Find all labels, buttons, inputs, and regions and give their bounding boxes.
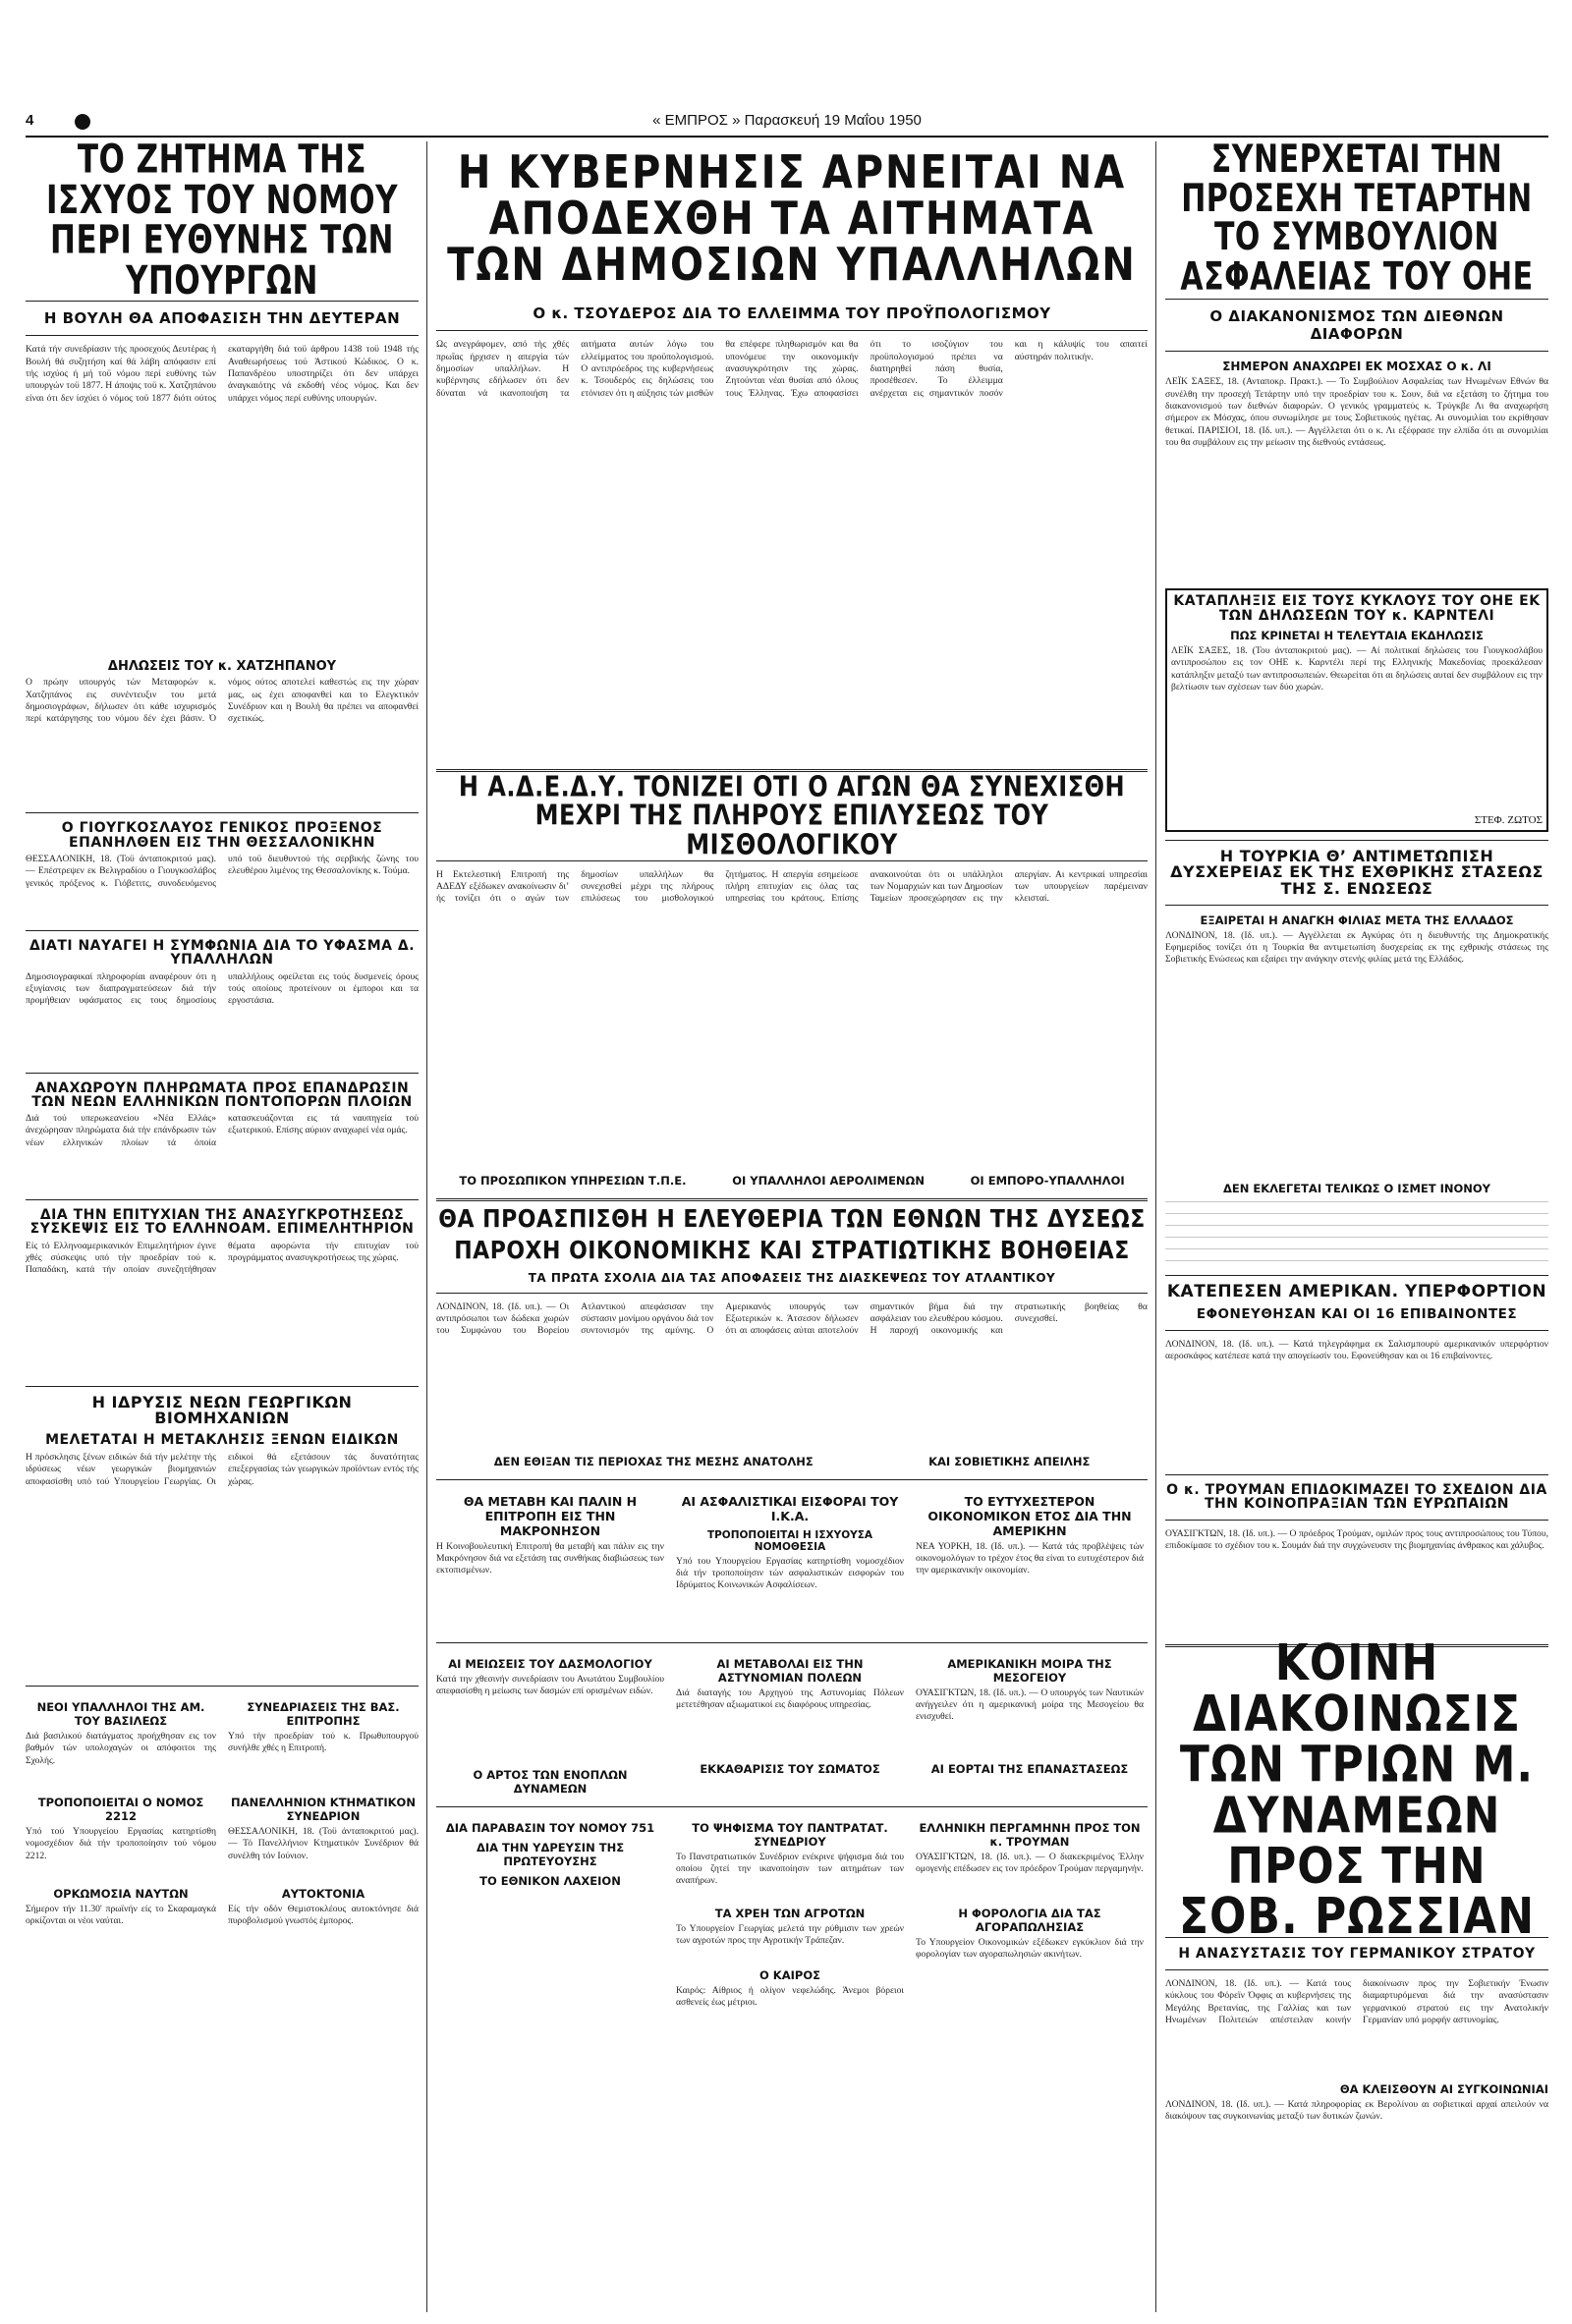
article-body: Διά διαταγής του Αρχηγού της Αστυνομίας Πόλεων μετετέθησαν αξιωματικοί εις διαφόρους υπηρεσίας.: [676, 1687, 904, 1710]
article-brief: [676, 1488, 904, 1634]
subheadline: ΟΙ ΥΠΑΛΛΗΛΟΙ ΑΕΡΟΛΙΜΕΝΩΝ: [732, 1173, 925, 1188]
subheadline: ΘΑ ΚΛΕΙΣΘΟΥΝ ΑΙ ΣΥΓΚΟΙΝΩΝΙΑΙ: [1339, 2081, 1548, 2096]
left-column: [26, 137, 419, 1999]
article-body: ΛΟΝΔΙΝΟΝ, 18. (Ιδ. υπ.). — Οι αντιπρόσωποι των δώδεκα χωρών του Συμφώνου του Βορείου Ατλαντικού απεφάσισαν την σύστασιν μονίμου οργάνου διά τον συντονισμόν της αμύνης. Ο Αμερικανός υπουργός των Εξωτερικών κ. Άτσεσον δήλωσεν ότι αι αποφάσεις αύται αποτελούν σημαντικόν βήμα διά την ασφάλειαν του ελευθέρου κόσμου. Η παροχή οικονομικής και στρατιωτικής βοηθείας θα συνεχισθεί.: [436, 1300, 1148, 1337]
subheadline: ΣΗΜΕΡΟΝ ΑΝΑΧΩΡΕΙ ΕΚ ΜΟΣΧΑΣ Ο κ. ΛΙ: [1222, 360, 1491, 374]
headline: Ο ΚΑΙΡΟΣ: [759, 1967, 820, 1982]
article-body-lines: [1165, 1198, 1548, 1267]
subheadline: Ο ΔΙΑΚΑΝΟΝΙΣΜΟΣ ΤΩΝ ΔΙΕΘΝΩΝ ΔΙΑΦΟΡΩΝ: [1209, 307, 1504, 344]
article-body: ΘΕΣΣΑΛΟΝΙΚΗ, 18. (Τοϋ άνταποκριτού μας). — Επέστρεψεν εκ Βελιγραδίου ο Γιουγκοσλάβος γενικός πρόξενος κ. Γιόβετιτς, συνοδευόμενος υπό τοϋ διευθυντού τής σερβικής ζώνης του ελευθέρου λιμένος της Θεσσαλονίκης κ. Τούμα.: [26, 853, 419, 889]
headline: ΑΙ ΜΕΤΑΒΟΛΑΙ ΕΙΣ ΤΗΝ ΑΣΤΥΝΟΜΙΑΝ ΠΟΛΕΩΝ: [716, 1656, 864, 1685]
article-adedy: [436, 770, 1148, 1190]
article-factories: [26, 1392, 419, 1679]
article-body: Ο πρώην υπουργός τών Μεταφορών κ. Χατζηπάνος εις συνέντευξιν του μετά δημοσιογράφων, δήλωσεν ότι κάθε ισχυρισμός περί κατάργησης του νόμου δέν έχει βάσιν. Ό νόμος ούτος αποτελεί καθεστώς εις την χώραν μας, ως έχει αποφανθεί και το Ελεγκτικόν Συνέδριον και η Βουλή θα πρέπει να αποφανθεί σχετικώς.: [26, 677, 419, 725]
headline: ΤΟ ΕΘΝΙΚΟΝ ΛΑΧΕΙΟΝ: [479, 1873, 621, 1888]
center-column: [436, 145, 1148, 2015]
headline: ΑΥΤΟΚΤΟΝΙΑ: [281, 1887, 365, 1902]
headline: ΣΥΝΕΔΡΙΑΣΕΙΣ ΤΗΣ ΒΑΣ. ΕΠΙΤΡΟΠΗΣ: [247, 1700, 400, 1729]
headline: ΠΑΝΕΛΛΗΝΙΟΝ ΚΤΗΜΑΤΙΚΟΝ ΣΥΝΕΔΡΙΟΝ: [231, 1796, 416, 1824]
brief-row: [436, 1815, 1148, 2015]
article-body: Το Υπουργείον Οικονομικών εξέδωκεν εγκύκλιον διά την φορολογίαν των αγοραπωλησιών ακινήτων.: [916, 1936, 1144, 1960]
atlantic-subheads: [436, 1449, 1148, 1471]
headline: Η ΤΟΥΡΚΙΑ Θ’ ΑΝΤΙΜΕΤΩΠΙΣΗ ΔΥΣΧΕΡΕΙΑΣ ΕΚ ΤΗΣ ΕΧΘΡΙΚΗΣ ΣΤΑΣΕΩΣ ΤΗΣ Σ. ΕΝΩΣΕΩΣ: [1170, 846, 1544, 898]
article-body: Η Εκτελεστική Επιτροπή της ΑΔΕΔΥ εξέδωκεν ανακοίνωσιν δι’ ής τονίζει ότι ο αγών των δημοσίων υπαλλήλων θα συνεχισθεί μέχρι της πλήρους επιλύσεως του μισθολογικού ζητήματος. Η απεργία εσημείωσε πλήρη επιτυχίαν εις όλας τας υπηρεσίας του κράτους. Επίσης ανακοινούται ότι οι υπάλληλοι των Νομαρχιών και των Δημοσίων Ταμείων προσεχώρησαν εις την απεργίαν. Αι κεντρικαί υπηρεσίαι των υπουργείων παρέμειναν κλεισταί.: [436, 868, 1148, 905]
headline: ΑΙ ΜΕΙΩΣΕΙΣ ΤΟΥ ΔΑΣΜΟΛΟΓΙΟΥ: [448, 1656, 652, 1671]
article-body: Το Υπουργείον Γεωργίας μελετά την ρύθμισιν των χρεών των αγροτών προς την Αγροτικήν Τράπεζαν.: [676, 1922, 904, 1946]
article-body: Είς τήν οδόν Θεμιστοκλέους αυτοκτόνησε διά πυροβολισμού γνωστός έμπορος.: [228, 1904, 419, 1927]
article-body: Είς τό Ελληνοαμερικανικόν Επιμελητήριον έγινε χθές σύσκεψις υπό τήν προεδρίαν τού κ. Παπαδάκη, κατά τήν οποίαν συνεζητήθησαν θέματα αφορώντα τήν επιτυχίαν τού προγράμματος ανασυγκροτήσεως της χώρας.: [26, 1240, 419, 1276]
brief-row: [26, 1881, 419, 1999]
article-fabric: [26, 939, 419, 1065]
article-plane-crash: [1165, 1281, 1548, 1466]
newspaper-page: [26, 0, 1548, 2324]
headline: Η ΦΟΡΟΛΟΓΙΑ ΔΙΑ ΤΑΣ ΑΓΟΡΑΠΩΛΗΣΙΑΣ: [958, 1906, 1101, 1934]
article-brief: [228, 1881, 419, 1999]
article-body: ΟΥΑΣΙΓΚΤΩΝ, 18. (Ιδ. υπ.). — Ο διακεκριμένος Έλλην ομογενής επέδωσεν εις τον πρόεδρον Τρούμαν περγαμηνήν.: [916, 1851, 1144, 1874]
headline: ΤΡΟΠΟΠΟΙΕΙΤΑΙ Ο ΝΟΜΟΣ 2212: [37, 1796, 204, 1824]
article-body: Η πρόσκλησις ξένων ειδικών διά τήν μελέτην τής ιδρύσεως νέων γεωργικών βιομηχανιών αποφασίσθη υπό τού Υπουργείου Γεωργίας. Οι ειδικοί θά εξετάσουν τάς δυνατότητας επεξεργασίας τών γεωργικών προϊόντων εντός τής χώρας.: [26, 1452, 419, 1487]
headline: ΔΙΑ ΤΗΝ ΕΠΙΤΥΧΙΑΝ ΤΗΣ ΑΝΑΣΥΓΚΡΟΤΗΣΕΩΣ ΣΥΣΚΕΨΙΣ ΕΙΣ ΤΟ ΕΛΛΗΝΟΑΜ. ΕΠΙΜΕΛΗΤΗΡΙΟΝ: [29, 1207, 415, 1238]
article-security-council: [1165, 137, 1548, 582]
article-brief: [26, 1881, 216, 1999]
subheadline: Η ΑΝΑΣΥΣΤΑΣΙΣ ΤΟΥ ΓΕΡΜΑΝΙΚΟΥ ΣΤΡΑΤΟΥ: [1178, 1945, 1536, 1962]
article-brief: [916, 1651, 1144, 1798]
article-body: Διά τού υπερωκεανείου «Νέα Ελλάς» άνεχώρησαν πληρώματα διά τήν επάνδρωσιν τών νέων ελληνικών πλοίων τά όποία κατασκευάζονται εις τά ναυπηγεία τού εξωτερικού. Επίσης αύριον αναχωρεί νέα ομάς.: [26, 1113, 419, 1148]
headline: ΑΜΕΡΙΚΑΝΙΚΗ ΜΟΙΡΑ ΤΗΣ ΜΕΣΟΓΕΙΟΥ: [947, 1656, 1112, 1685]
subheadline: Ο κ. ΤΣΟΥΔΕΡΟΣ ΔΙΑ ΤΟ ΕΛΛΕΙΜΜΑ ΤΟΥ ΠΡΟΫΠΟΛΟΓΙΣΜΟΥ: [533, 304, 1051, 323]
headline: ΣΥΝΕΡΧΕΤΑΙ ΤΗΝ ΠΡΟΣΕΧΗ ΤΕΤΑΡΤΗΝ ΤΟ ΣΥΜΒΟΥΛΙΟΝ ΑΣΦΑΛΕΙΑΣ ΤΟΥ ΟΗΕ: [1180, 137, 1534, 300]
subheadline: ΟΙ ΕΜΠΟΡΟ-ΥΠΑΛΛΗΛΟΙ: [970, 1173, 1125, 1188]
adedy-subheads: [436, 1168, 1148, 1190]
article-body: Υπό τού Υπουργείου Εργασίας κατηρτίσθη νομοσχέδιον διά τήν τροποποίησιν τού νόμου 2212.: [26, 1826, 216, 1861]
article-body: Σήμερον τήν 11.30' πρωϊνήν είς το Σκαραμαγκά ορκίζονται οι νέοι ναύται.: [26, 1904, 216, 1927]
article-body: ΛΟΝΔΙΝΟΝ, 18. (Ιδ. υπ.). — Κατά τηλεγράφημα εκ Σαλισμπουρύ αμερικανικόν υπερφόρτιον αεροσκάφος κατέπεσε κατά την απογείωσίν του. Εφονεύθησαν και οι 16 επιβαίνοντες.: [1165, 1339, 1548, 1362]
subheadline: ΠΩΣ ΚΡΙΝΕΤΑΙ Η ΤΕΛΕΥΤΑΙΑ ΕΚΔΗΛΩΣΙΣ: [1230, 628, 1484, 642]
headline: ΚΟΙΝΗ ΔΙΑΚΟΙΝΩΣΙΣ ΤΩΝ ΤΡΙΩΝ Μ. ΔΥΝΑΜΕΩΝ ΠΡΟΣ ΤΗΝ ΣΟΒ. ΡΩΣΣΙΑΝ: [1178, 1633, 1536, 1946]
article-body: ΘΕΣΣΑΛΟΝΙΚΗ, 18. (Τοϋ άνταποκριτού μας). — Τό Πανελλήνιον Κτηματικόν Συνέδριον θά συνέλθη τόν Ιούνιον.: [228, 1826, 419, 1861]
article-brief: [676, 1651, 904, 1798]
brief-row: [26, 1694, 419, 1881]
article-brief: [26, 1694, 216, 1881]
article-body: ΝΕΑ ΥΟΡΚΗ, 18. (Ιδ. υπ.). — Κατά τάς προβλέψεις τών οικονομολόγων το τρέχον έτος θα είναι το ευτυχέστερον διά την αμερικανικήν οικονομίαν.: [916, 1540, 1144, 1577]
headline: ΔΙΑ ΤΗΝ ΥΔΡΕΥΣΙΝ ΤΗΣ ΠΡΩΤΕΥΟΥΣΗΣ: [476, 1840, 625, 1868]
article-body: Το Πανστρατιωτικόν Συνέδριον ενέκρινε ψήφισμα διά του οποίου ζητεί την ικανοποίησιν των αιτημάτων των αναπήρων.: [676, 1851, 904, 1887]
article-body: ΛΟΝΔΙΝΟΝ, 18. (Ιδ. υπ.). — Αγγέλλεται εκ Αγκύρας ότι η διευθυντής της Δημοκρατικής Εφημερίδος τονίζει ότι η Τουρκία θα αντιμετωπίση δυσχερείας εκ της εχθρικής στάσεως της Σοβιετικής Ενώσεως και εξαίρει την ανάγκην στενής φιλίας μετά της Ελλάδος.: [1165, 929, 1548, 966]
article-kardelj: [1165, 588, 1548, 832]
headline: ΚΑΤΕΠΕΣΕΝ ΑΜΕΡΙΚΑΝ. ΥΠΕΡΦΟΡΤΙΟΝ: [1166, 1281, 1547, 1301]
subheadline: ΔΕΝ ΕΘΙΞΑΝ ΤΙΣ ΠΕΡΙΟΧΑΣ ΤΗΣ ΜΕΣΗΣ ΑΝΑΤΟΛΗΣ: [493, 1454, 814, 1468]
subheadline: Η ΒΟΥΛΗ ΘΑ ΑΠΟΦΑΣΙΣΗ ΤΗΝ ΔΕΥΤΕΡΑΝ: [43, 309, 401, 328]
article-body: ΛΕΪΚ ΣΑΞΕΣ, 18. (Του άνταποκριτού μας). — Αί πολιτικαί δηλώσεις του Γιουγκοσλάβου αντιπροσώπου εις τον ΟΗΕ κ. Καρντέλι περί της Ελληνικής Μακεδονίας προεκάλεσαν κατάπληξιν μεταξύ των αντιπροσωπειών. Θεωρείται ότι αι δηλώσεις αυταί δεν συμβάλουν εις την βελτίωσιν των σχέσεων των δύο χωρών.: [1171, 644, 1543, 692]
headline: Ο κ. ΤΡΟΥΜΑΝ ΕΠΙΔΟΚΙΜΑΖΕΙ ΤΟ ΣΧΕΔΙΟΝ ΔΙΑ ΤΗΝ ΚΟΙΝΟΠΡΑΞΙΑΝ ΤΩΝ ΕΥΡΩΠΑΙΩΝ: [1166, 1482, 1547, 1513]
article-brief: [436, 1815, 664, 2015]
headline: ΟΡΚΩΜΟΣΙΑ ΝΑΥΤΩΝ: [53, 1887, 189, 1902]
column-divider: [1155, 141, 1156, 2312]
article-turkey: [1165, 846, 1548, 1267]
brief-row: [436, 1488, 1148, 1634]
right-column: [1165, 137, 1548, 2158]
headline: Η Α.Δ.Ε.Δ.Υ. ΤΟΝΙΖΕΙ ΟΤΙ Ο ΑΓΩΝ ΘΑ ΣΥΝΕΧΙΣΘΗ ΜΕΧΡΙ ΤΗΣ ΠΛΗΡΟΥΣ ΕΠΙΛΥΣΕΩΣ ΤΟΥ ΜΙΣΘΟΛΟΓΙΚΟΥ: [458, 770, 1126, 861]
article-brief: [916, 1488, 1144, 1634]
article-body: Διά βασιλικού διατάγματος προήχθησαν εις τον βαθμόν τών υπολοχαγών οι απόφοιτοι της Σχολής.: [26, 1731, 216, 1766]
headline: Η ΚΥΒΕΡΝΗΣΙΣ ΑΡΝΕΙΤΑΙ ΝΑ ΑΠΟΔΕΧΘΗ ΤΑ ΑΙΤΗΜΑΤΑ ΤΩΝ ΔΗΜΟΣΙΩΝ ΥΠΑΛΛΗΛΩΝ: [447, 146, 1137, 292]
headline: ΕΚΚΑΘΑΡΙΣΙΣ ΤΟΥ ΣΩΜΑΤΟΣ: [700, 1761, 880, 1776]
subheadline: ΤΑ ΠΡΩΤΑ ΣΧΟΛΙΑ ΔΙΑ ΤΑΣ ΑΠΟΦΑΣΕΙΣ ΤΗΣ ΔΙΑΣΚΕΨΕΩΣ ΤΟΥ ΑΤΛΑΝΤΙΚΟΥ: [528, 1270, 1056, 1285]
headline: ΤΟ ΨΗΦΙΣΜΑ ΤΟΥ ΠΑΝΤΡΑΤΑΤ. ΣΥΝΕΔΡΙΟΥ: [692, 1820, 888, 1849]
article-brief: [916, 1815, 1144, 2015]
subheadline: ΤΡΟΠΟΠΟΙΕΙΤΑΙ Η ΙΣΧΥΟΥΣΑ ΝΟΜΟΘΕΣΙΑ: [706, 1528, 873, 1553]
article-body: Υπό τήν προεδρίαν τού κ. Πρωθυπουργού συνήλθε χθές η Επιτροπή.: [228, 1731, 419, 1754]
article-truman: [1165, 1483, 1548, 1636]
page-number: 4: [26, 112, 34, 129]
headline: ΘΑ ΠΡΟΑΣΠΙΣΘΗ Η ΕΛΕΥΘΕΡΙΑ ΤΩΝ ΕΘΝΩΝ ΤΗΣ ΔΥΣΕΩΣ: [438, 1204, 1146, 1234]
headline: Ο ΓΙΟΥΓΚΟΣΛΑΥΟΣ ΓΕΝΙΚΟΣ ΠΡΟΞΕΝΟΣ ΕΠΑΝΗΛΘΕΝ ΕΙΣ ΤΗΝ ΘΕΣΣΑΛΟΝΙΚΗΝ: [61, 820, 383, 851]
headline: ΘΑ ΜΕΤΑΒΗ ΚΑΙ ΠΑΛΙΝ Η ΕΠΙΤΡΟΠΗ ΕΙΣ ΤΗΝ ΜΑΚΡΟΝΗΣΟΝ: [463, 1493, 638, 1538]
subheadline: ΜΕΛΕΤΑΤΑΙ Η ΜΕΤΑΚΛΗΣΙΣ ΞΕΝΩΝ ΕΙΔΙΚΩΝ: [45, 1432, 399, 1449]
article-body: ΟΥΑΣΙΓΚΤΩΝ, 18. (Ιδ. υπ.). — Ο υπουργός των Ναυτικών ανήγγειλεν ότι η αμερικανική μοίρα της Μεσογείου θα ενισχυθεί.: [916, 1687, 1144, 1723]
article-body: Κατά τήν συνεδρίασιν τής προσεχούς Δευτέρας ή Βουλή θά συζητήση καί θά λάβη απόφασιν επί τής ισχύος ή μή τοϋ νόμου περί ευθύνης τών υπουργών τοϋ 1877. Η άποψις τοϋ κ. Χατζηπάνου είναι ότι δεν ίσχύει ό νόμος τοϋ 1877 διότι ούτος εκαταργήθη διά τοϋ άρθρου 1438 τοϋ 1948 τής Αναθεωρήσεως τού Άστικού Κώδικος. Ο κ. Παπανδρέου υποστηρίζει ότι δεν υπάρχει άναγκαιότης νά εκδοθή νέος νόμος. Και δεν υπάρχει νόμος περί ευθύνης υπουργών.: [26, 344, 419, 404]
article-body: Υπό του Υπουργείου Εργασίας κατηρτίσθη νομοσχέδιον διά τήν τροποποίησιν τών ασφαλιστικών εισφορών του Ιδρύματος Κοινωνικών Ασφαλίσεων.: [676, 1555, 904, 1591]
article-law-ministers: [26, 137, 419, 653]
headline: ΤΟ ΕΥΤΥΧΕΣΤΕΡΟΝ ΟΙΚΟΝΟΜΙΚΟΝ ΕΤΟΣ ΔΙΑ ΤΗΝ ΑΜΕΡΙΚΗΝ: [927, 1493, 1132, 1538]
article-body: ΟΥΑΣΙΓΚΤΩΝ, 18. (Ιδ. υπ.). — Ο πρόεδρος Τρούμαν, ομιλών προς τους αντιπροσώπους του Τύπου, επιδοκίμασε το σχέδιον του κ. Σουμάν διά την συγχώνευσιν της βιομηχανίας άνθρακος και χάλυβος.: [1165, 1527, 1548, 1551]
masthead: « ΕΜΠΡΟΣ » Παρασκευή 19 Μαΐου 1950: [652, 112, 922, 129]
article-consul: [26, 821, 419, 922]
headline: ΝΕΟΙ ΥΠΑΛΛΗΛΟΙ ΤΗΣ ΑΜ. ΤΟΥ ΒΑΣΙΛΕΩΣ: [36, 1700, 205, 1729]
article-body: Καιρός: Αίθριος ή ολίγον νεφελώδης. Άνεμοι βόρειοι ασθενείς έως μέτριοι.: [676, 1984, 904, 2008]
brief-row: [436, 1651, 1148, 1798]
byline: ΣΤΕΦ. ΖΩΤΟΣ: [1474, 813, 1543, 826]
article-body: Κατά την χθεσινήν συνεδρίασιν του Ανωτάτου Συμβουλίου απεφασίσθη η μείωσις των δασμών επί ορισμένων ειδών.: [436, 1673, 664, 1696]
headline: ΕΛΛΗΝΙΚΗ ΠΕΡΓΑΜΗΝΗ ΠΡΟΣ ΤΟΝ κ. ΤΡΟΥΜΑΝ: [919, 1820, 1141, 1849]
headline: ΚΑΤΑΠΛΗΞΙΣ ΕΙΣ ΤΟΥΣ ΚΥΚΛΟΥΣ ΤΟΥ ΟΗΕ ΕΚ ΤΩΝ ΔΗΛΩΣΕΩΝ ΤΟΥ κ. ΚΑΡΝΤΕΛΙ: [1173, 593, 1541, 624]
article-body: Ως ανεγράφομεν, από τής χθές πρωΐας ήρχισεν η απεργία τών δημοσίων υπαλλήλων. Η κυβέρνησις εδήλωσεν ότι δεν δύναται νά ικανοποιήση τα αιτήματα αυτών λόγω του ελλείμματος του προϋπολογισμού. Ο αντιπρόεδρος της κυβερνήσεως κ. Τσουδερός εις δηλώσεις του ετόνισεν ότι η αύξησις τών μισθών θα επέφερε πληθωρισμόν και θα υπονόμευε την οικονομικήν ανασυγκρότησιν της χώρας. Ζητούνται νέαι θυσίαι από όλους τους Έλληνας. Έχω αποφασίσει ότι το ισοζύγιον του προϋπολογισμού πρέπει να διατηρηθεί πάση θυσία, προσέθεσεν. Το έλλειμμα ανέρχεται εις σημαντικόν ποσόν και η κάλυψίς του απαιτεί αύστηράν πολιτικήν.: [436, 339, 1148, 399]
column-divider: [426, 141, 427, 2312]
headline: ΔΙΑ ΠΑΡΑΒΑΣΙΝ ΤΟΥ ΝΟΜΟΥ 751: [445, 1820, 655, 1835]
headline: ΑΝΑΧΩΡΟΥΝ ΠΛΗΡΩΜΑΤΑ ΠΡΟΣ ΕΠΑΝΔΡΩΣΙΝ ΤΩΝ ΝΕΩΝ ΕΛΛΗΝΙΚΩΝ ΠΟΝΤΟΠΟΡΩΝ ΠΛΟΙΩΝ: [31, 1079, 413, 1110]
article-brief: [228, 1694, 419, 1881]
article-three-powers: [1165, 1633, 1548, 2158]
article-civil-servants: [436, 146, 1148, 761]
article-ship-crews: [26, 1081, 419, 1192]
subheadline: ΚΑΙ ΣΟΒΙΕΤΙΚΗΣ ΑΠΕΙΛΗΣ: [928, 1454, 1091, 1468]
article-atlantic: [436, 1204, 1148, 1471]
headline: ΔΙΑΤΙ ΝΑΥΑΓΕΙ Η ΣΥΜΦΩΝΙΑ ΔΙΑ ΤΟ ΥΦΑΣΜΑ Δ. ΥΠΑΛΛΗΛΩΝ: [28, 937, 416, 968]
article-body: ΛΟΝΔΙΝΟΝ, 18. (Ιδ. υπ.). — Κατά πληροφορίας εκ Βερολίνου αι σοβιετικαί αρχαί απειλούν να διακόψουν τας συγκοινωνίας μεταξύ των δυτικών ζωνών.: [1165, 2098, 1548, 2123]
subheadline: ΕΞΑΙΡΕΤΑΙ Η ΑΝΑΓΚΗ ΦΙΛΙΑΣ ΜΕΤΑ ΤΗΣ ΕΛΛΑΔΟΣ: [1200, 913, 1514, 927]
headline: ΠΑΡΟΧΗ ΟΙΚΟΝΟΜΙΚΗΣ ΚΑΙ ΣΤΡΑΤΙΩΤΙΚΗΣ ΒΟΗΘΕΙΑΣ: [454, 1237, 1130, 1266]
headline: ΑΙ ΑΣΦΑΛΙΣΤΙΚΑΙ ΕΙΣΦΟΡΑΙ ΤΟΥ Ι.Κ.Α.: [681, 1493, 899, 1523]
headline: ΑΙ ΕΟΡΤΑΙ ΤΗΣ ΕΠΑΝΑΣΤΑΣΕΩΣ: [930, 1761, 1129, 1776]
article-body: Η Κοινοβουλευτική Επιτροπή θα μεταβή και πάλιν εις την Μακρόνησον διά να εξετάση τας συνθήκας διαβιώσεως των εκτοπισμένων.: [436, 1540, 664, 1577]
subheadline: ΤΟ ΠΡΟΣΩΠΙΚΟΝ ΥΠΗΡΕΣΙΩΝ Τ.Π.Ε.: [459, 1173, 687, 1188]
article-declarations: [26, 659, 419, 804]
article-chamber: [26, 1208, 419, 1378]
article-body: ΛΟΝΔΙΝΟΝ, 18. (Ιδ. υπ.). — Κατά τους κύκλους του Φόρεϊν Όφφις αι κυβερνήσεις της Μεγάλης Βρετανίας, της Γαλλίας και των Ηνωμένων Πολιτειών απέστειλαν κοινήν διακοίνωσιν προς την Σοβιετικήν Ένωσιν διαμαρτυρόμεναι διά την ανασύστασιν γερμανικού στρατού εις την Ανατολικήν Γερμανίαν υπό μορφήν αστυνομίας.: [1165, 1977, 1548, 2025]
subheadline: ΕΦΟΝΕΥΘΗΣΑΝ ΚΑΙ ΟΙ 16 ΕΠΙΒΑΙΝΟΝΤΕΣ: [1196, 1306, 1518, 1323]
subheadline: ΔΕΝ ΕΚΛΕΓΕΤΑΙ ΤΕΛΙΚΩΣ Ο ΙΣΜΕΤ ΙΝΟΝΟΥ: [1222, 1181, 1490, 1195]
headline: ΤΟ ΖΗΤΗΜΑ ΤΗΣ ΙΣΧΥΟΣ ΤΟΥ ΝΟΜΟΥ ΠΕΡΙ ΕΥΘΥΝΗΣ ΤΩΝ ΥΠΟΥΡΓΩΝ: [45, 137, 399, 304]
article-body: ΛΕΪΚ ΣΑΞΕΣ, 18. (Ανταποκρ. Πρακτ.). — Το Συμβούλιον Ασφαλείας των Ηνωμένων Εθνών θα συνέλθη την προσεχή Τετάρτην υπό την προεδρίαν του κ. Σουν, διά να εξετάση το ζήτημα του διακανονισμού των διεθνών διαφορών. Ο γενικός γραμματεύς κ. Τρύγκβε Λι θα αναχωρήση σήμερον εκ Μόσχας, όπου συνωμίλησε με τους Σοβιετικούς ηγέτας. Αι συνομιλίαι του εκρίθησαν θετικαί. ΠΑΡΙΣΙΟΙ, 18. (Ιδ. υπ.). — Αγγέλλεται ότι ο κ. Λι εξέφρασε την ελπίδα ότι αι συνομιλίαι του θα συμβάλουν εις την μείωσιν της διεθνούς εντάσεως.: [1165, 376, 1548, 448]
article-brief: [436, 1488, 664, 1634]
article-body: Δημοσιογραφικαί πληροφορίαι αναφέρουν ότι η εξυγίανσις των διαπραγματεύσεων διά τήν προμήθειαν υφάσματος εις τους δημοσίους υπαλλήλους οφείλεται εις τούς δυσμενείς όρους τούς οποίους προτείνουν οι έμποροι και τα εργοστάσια.: [26, 970, 419, 1007]
headline: Η ΙΔΡΥΣΙΣ ΝΕΩΝ ΓΕΩΡΓΙΚΩΝ ΒΙΟΜΗΧΑΝΙΩΝ: [91, 1392, 353, 1427]
headline: ΔΗΛΩΣΕΙΣ ΤΟΥ κ. ΧΑΤΖΗΠΑΝΟΥ: [107, 659, 337, 675]
article-brief: [676, 1815, 904, 2015]
article-brief: [436, 1651, 664, 1798]
headline: Ο ΑΡΤΟΣ ΤΩΝ ΕΝΟΠΛΩΝ ΔΥΝΑΜΕΩΝ: [473, 1767, 628, 1796]
headline: ΤΑ ΧΡΕΗ ΤΩΝ ΑΓΡΟΤΩΝ: [714, 1906, 866, 1920]
page-header: [26, 112, 1548, 138]
